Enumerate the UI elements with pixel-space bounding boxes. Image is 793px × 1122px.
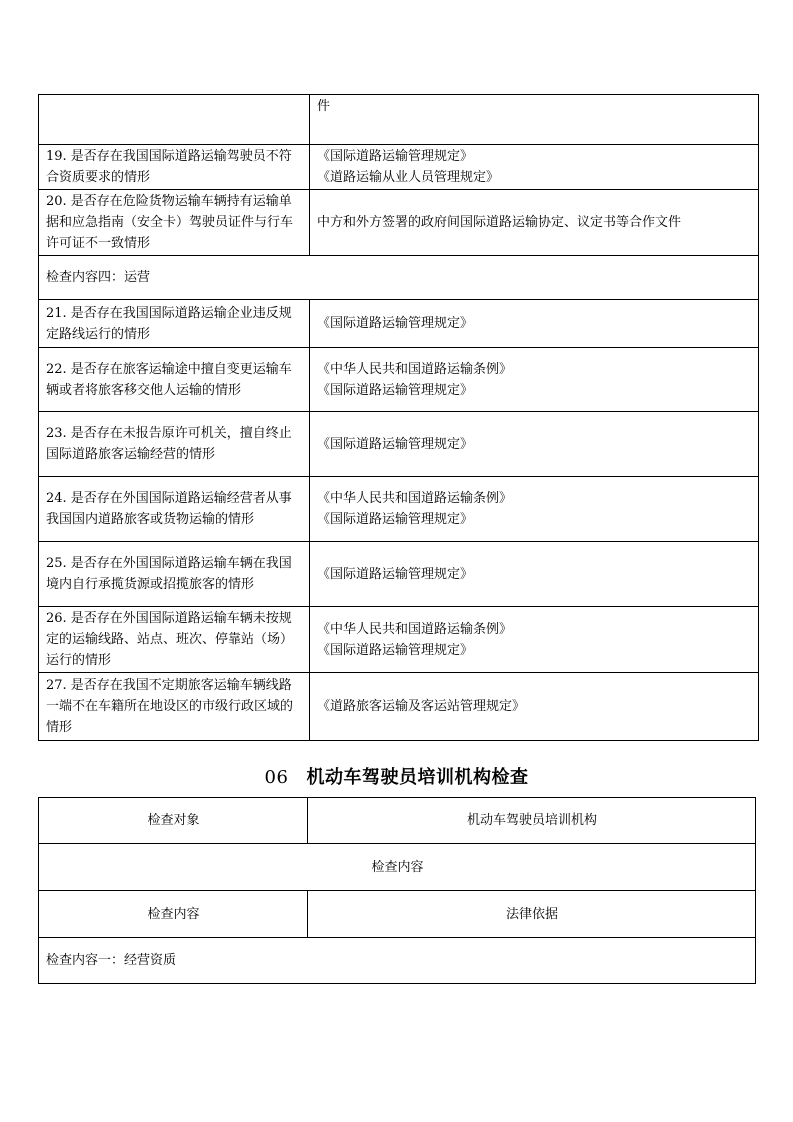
table-row bbox=[39, 95, 759, 145]
law-cell bbox=[310, 477, 759, 542]
law-text: 《国际道路运输管理规定》 bbox=[317, 436, 474, 452]
law-text: 《道路运输从业人员管理规定》 bbox=[317, 170, 500, 185]
item-cell: 25. 是否存在外国国际道路运输车辆在我国境内自行承揽货源或招揽旅客的情形 bbox=[39, 542, 310, 607]
section-heading bbox=[0, 763, 793, 789]
section-row bbox=[39, 938, 756, 984]
object-value: 机动车驾驶员培训机构 bbox=[308, 798, 756, 844]
table-row bbox=[39, 844, 756, 891]
table-row bbox=[39, 412, 759, 477]
table-row bbox=[39, 348, 759, 412]
item-cell bbox=[39, 95, 310, 145]
section-title: 检查内容四：运营 bbox=[39, 256, 759, 300]
item-cell: 19. 是否存在我国国际道路运输驾驶员不符合资质要求的情形 bbox=[39, 145, 310, 190]
table-row bbox=[39, 190, 759, 256]
table-row bbox=[39, 891, 756, 938]
law-cell bbox=[310, 412, 759, 477]
item-cell: 23. 是否存在未报告原许可机关，擅自终止国际道路旅客运输经营的情形 bbox=[39, 412, 310, 477]
item-cell: 20. 是否存在危险货物运输车辆持有运输单据和应急指南（安全卡）驾驶员证件与行车许可证不一致情形 bbox=[39, 190, 310, 256]
law-text: 《国际道路运输管理规定》 bbox=[317, 382, 474, 398]
law-text: 件 bbox=[317, 99, 331, 114]
law-cell bbox=[310, 145, 759, 190]
section-number: 06 bbox=[264, 767, 289, 788]
table-row bbox=[39, 607, 759, 673]
law-text: 中方和外方签署的政府间国际道路运输协定、议定书等合作文件 bbox=[317, 215, 682, 230]
column-header-content: 检查内容 bbox=[39, 891, 308, 938]
law-text: 《国际道路运输管理规定》 bbox=[317, 149, 474, 164]
table-row bbox=[39, 673, 759, 741]
law-text: 《国际道路运输管理规定》 bbox=[317, 566, 474, 582]
section-title: 检查内容一：经营资质 bbox=[39, 938, 756, 984]
law-text: 《中华人民共和国道路运输条例》 bbox=[317, 491, 513, 506]
table-row bbox=[39, 798, 756, 844]
law-cell bbox=[310, 190, 759, 256]
law-text: 《国际道路运输管理规定》 bbox=[317, 316, 474, 331]
column-header-law: 法律依据 bbox=[308, 891, 756, 938]
law-cell bbox=[310, 542, 759, 607]
law-cell bbox=[310, 348, 759, 412]
table-row bbox=[39, 145, 759, 190]
item-cell: 21. 是否存在我国国际道路运输企业违反规定路线运行的情形 bbox=[39, 300, 310, 348]
section-title: 机动车驾驶员培训机构检查 bbox=[306, 767, 529, 788]
item-cell: 26. 是否存在外国国际道路运输车辆未按规定的运输线路、站点、班次、停靠站（场）运行的情形 bbox=[39, 607, 310, 673]
law-text: 《中华人民共和国道路运输条例》 bbox=[317, 621, 513, 637]
law-text: 《国际道路运输管理规定》 bbox=[317, 642, 474, 658]
law-text: 《国际道路运输管理规定》 bbox=[317, 512, 474, 527]
object-label: 检查对象 bbox=[39, 798, 308, 844]
law-text: 《道路旅客运输及客运站管理规定》 bbox=[317, 699, 526, 714]
content-header: 检查内容 bbox=[39, 844, 756, 891]
law-cell bbox=[310, 300, 759, 348]
table-row bbox=[39, 300, 759, 348]
table-row bbox=[39, 477, 759, 542]
law-cell bbox=[310, 673, 759, 741]
law-cell bbox=[310, 607, 759, 673]
item-cell: 24. 是否存在外国国际道路运输经营者从事我国国内道路旅客或货物运输的情形 bbox=[39, 477, 310, 542]
section-row bbox=[39, 256, 759, 300]
law-cell bbox=[310, 95, 759, 145]
inspection-table-continued bbox=[38, 94, 759, 741]
item-cell: 27. 是否存在我国不定期旅客运输车辆线路一端不在车籍所在地设区的市级行政区域的情形 bbox=[39, 673, 310, 741]
inspection-table bbox=[38, 797, 756, 984]
table-row bbox=[39, 542, 759, 607]
law-text: 《中华人民共和国道路运输条例》 bbox=[317, 361, 513, 377]
item-cell: 22. 是否存在旅客运输途中擅自变更运输车辆或者将旅客移交他人运输的情形 bbox=[39, 348, 310, 412]
